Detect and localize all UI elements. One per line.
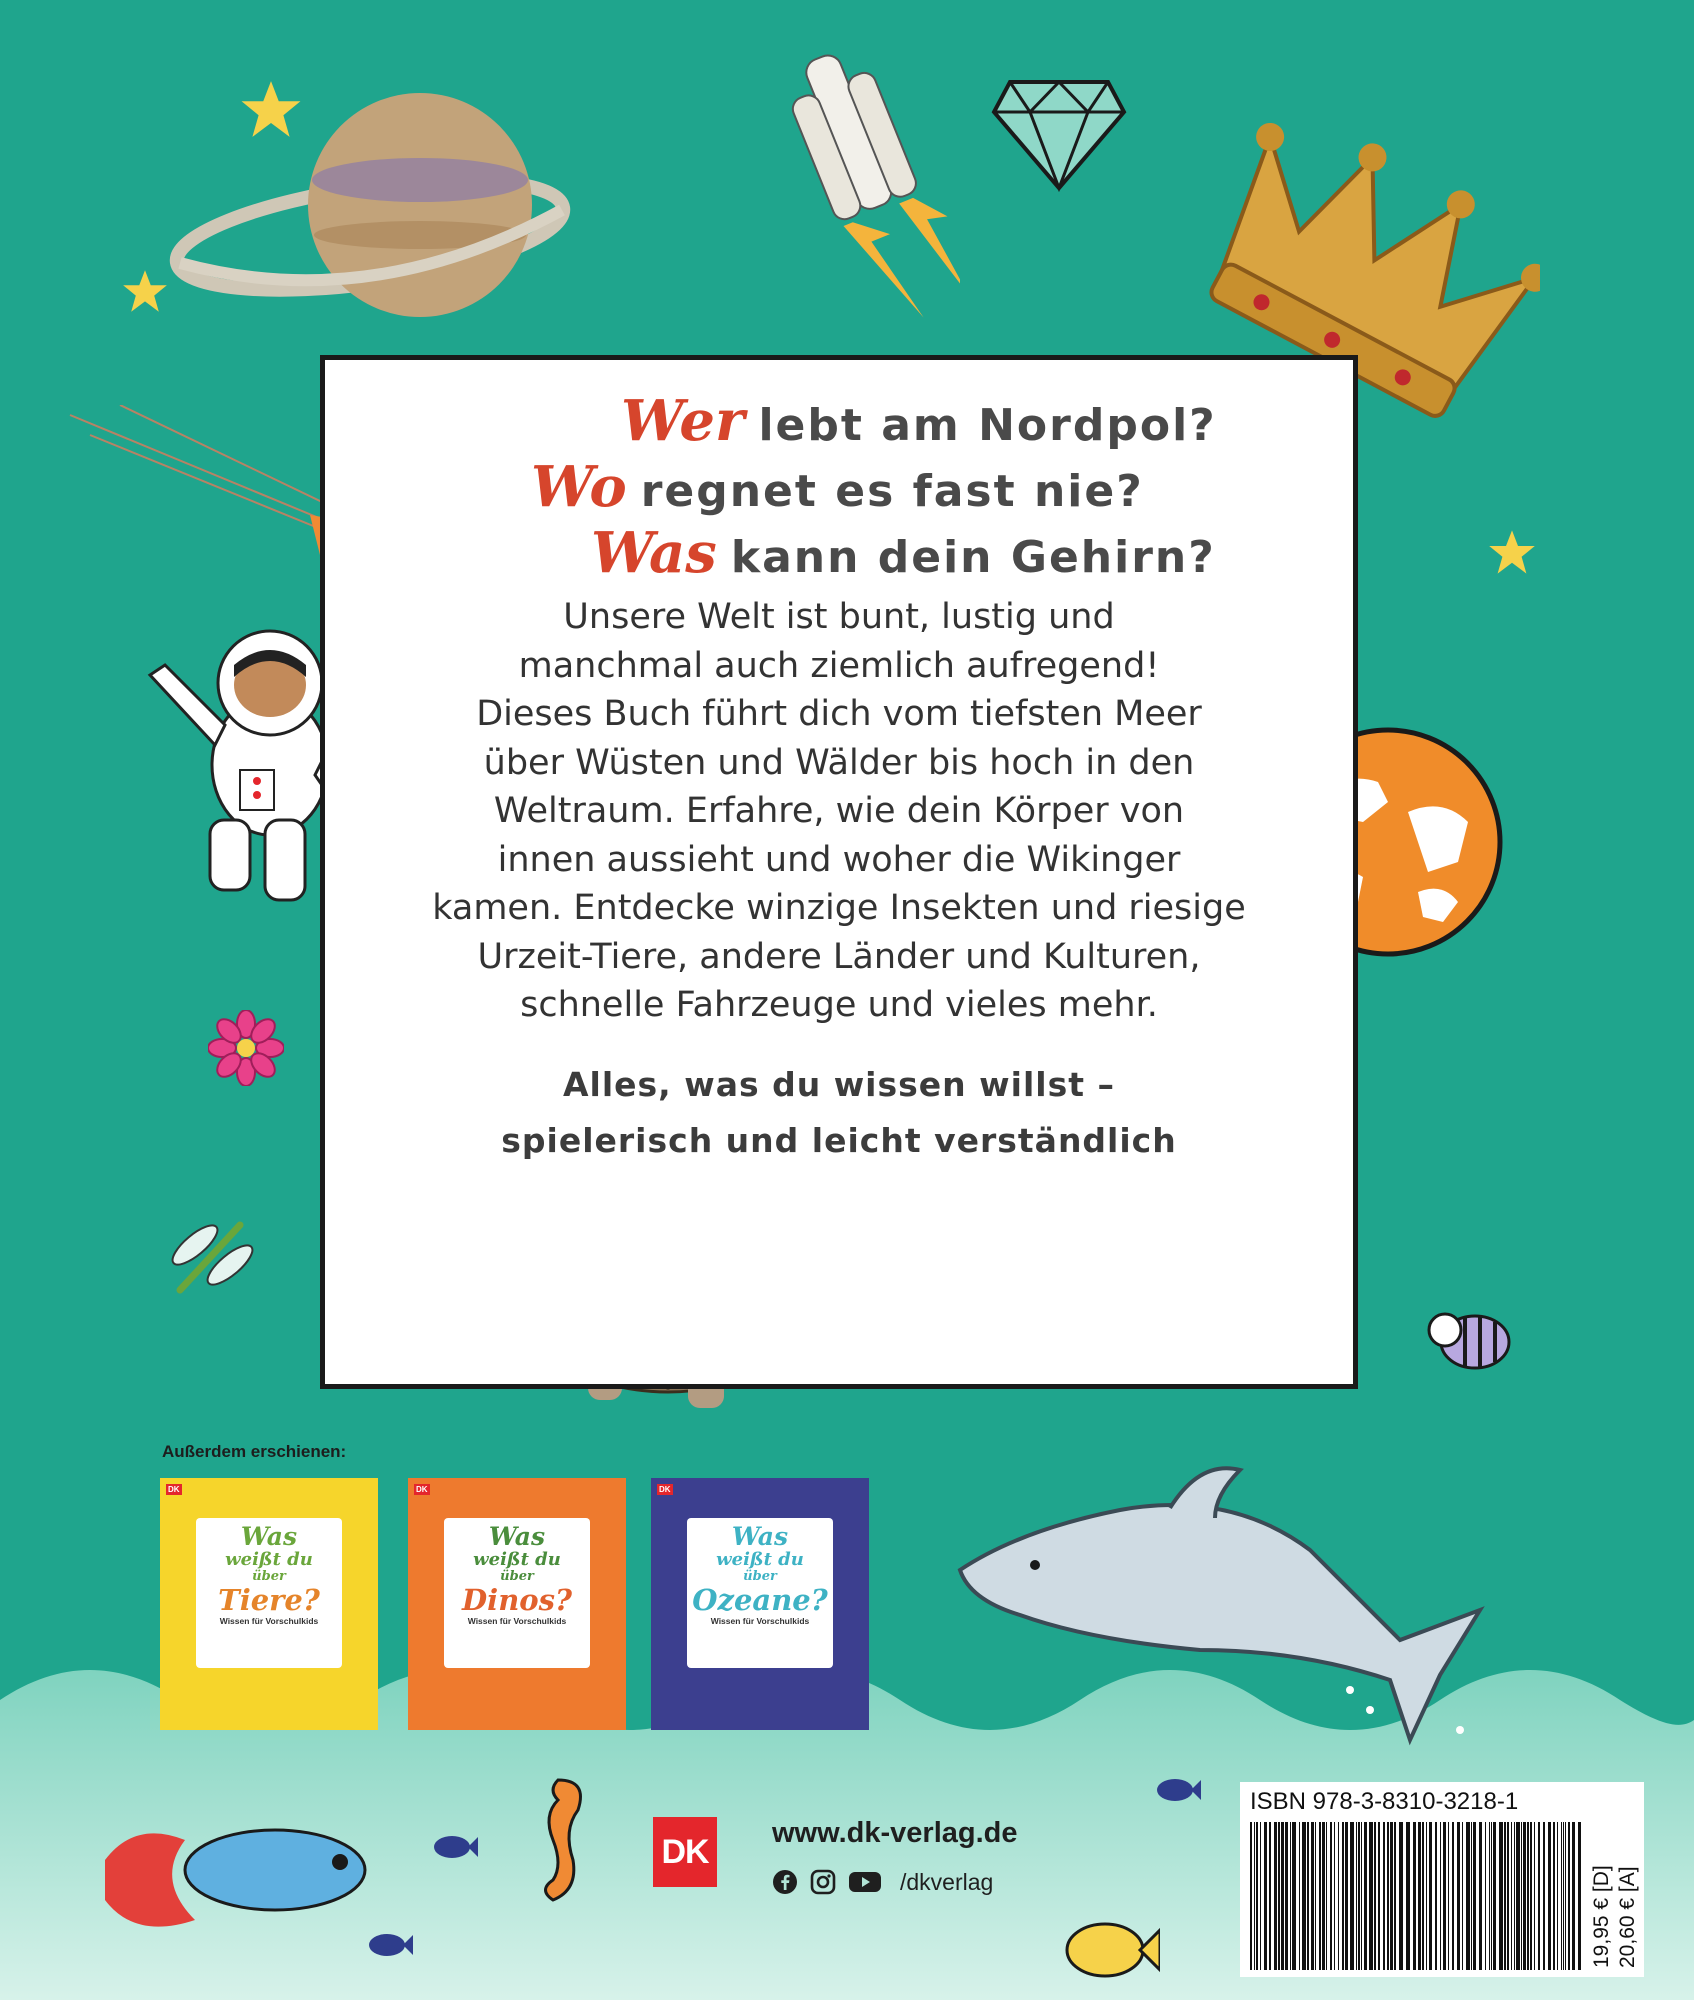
barcode-bar (1565, 1822, 1566, 1970)
barcode-bar (1443, 1822, 1446, 1970)
facebook-icon[interactable] (772, 1869, 798, 1895)
barcode-bar (1435, 1822, 1437, 1970)
question-text: lebt am Nordpol? (758, 400, 1217, 451)
question-line (621, 388, 1217, 454)
book-title-subject: Dinos? (462, 1583, 572, 1617)
star-icon (240, 78, 302, 140)
barcode-bar (1378, 1822, 1380, 1970)
barcode-bar (1479, 1822, 1482, 1970)
barcode-bar (1422, 1822, 1424, 1970)
barcode-bar (1322, 1822, 1325, 1970)
blurb-line: kamen. Entdecke winzige Insekten und riesige (432, 888, 1246, 928)
barcode-bar (1499, 1822, 1503, 1970)
barcode-bar (1299, 1822, 1300, 1970)
book-title-line: weißt du (225, 1549, 313, 1570)
barcode-bar (1457, 1822, 1460, 1970)
book-title-box (444, 1518, 590, 1668)
barcode-bar (1387, 1822, 1389, 1970)
dk-logo: DK (653, 1817, 717, 1887)
book-cover-thumbnail (408, 1478, 626, 1730)
question-word: Wo (531, 454, 627, 520)
seahorse-icon (518, 1770, 598, 1910)
barcode-bar (1302, 1822, 1306, 1970)
book-subtitle: Wissen für Vorschulkids (710, 1616, 810, 1626)
dolphin-icon (940, 1440, 1500, 1770)
blurb-line: Dieses Buch führt dich vom tiefsten Meer (476, 694, 1202, 734)
barcode-bar (1462, 1822, 1463, 1970)
barcode-bar (1516, 1822, 1520, 1970)
barcode-bar (1568, 1822, 1570, 1970)
barcode-bar (1578, 1822, 1581, 1970)
barcode-bar (1356, 1822, 1357, 1970)
barcode-bar (1418, 1822, 1421, 1970)
barcode-bar (1406, 1822, 1410, 1970)
barcode-bar (1256, 1822, 1258, 1970)
barcode-bar (1448, 1822, 1449, 1970)
barcode-bar (1330, 1822, 1332, 1970)
barcode-bar (1390, 1822, 1393, 1970)
blurb-line: Weltraum. Erfahre, wie dein Körper von (493, 791, 1185, 831)
barcode-bar (1413, 1822, 1416, 1970)
dk-badge: DK (416, 1485, 428, 1494)
barcode-bar (1553, 1822, 1555, 1970)
barcode-bar (1338, 1822, 1339, 1970)
barcode-bar (1471, 1822, 1472, 1970)
small-fish-icon (432, 1832, 478, 1862)
barcode-bar (1254, 1822, 1255, 1970)
dk-badge: DK (168, 1485, 180, 1494)
barcode-bar (1521, 1822, 1522, 1970)
barcode-bar (1345, 1822, 1348, 1970)
blurb-text (385, 593, 1293, 1030)
barcode-bar (1557, 1822, 1558, 1970)
barcode-bar (1274, 1822, 1277, 1970)
barcode-bar (1383, 1822, 1385, 1970)
barcode-bar (1260, 1822, 1261, 1970)
barcode-bar (1511, 1822, 1512, 1970)
barcode-bar (1485, 1822, 1486, 1970)
barcode-bar (1311, 1822, 1314, 1970)
barcode-bar (1281, 1822, 1284, 1970)
barcode-bar (1350, 1822, 1354, 1970)
blurb-line: Urzeit-Tiere, andere Länder und Kulturen, (477, 936, 1201, 977)
barcode-bar (1358, 1822, 1360, 1970)
barcode-bar (1361, 1822, 1362, 1970)
blurb-line: über Wüsten und Wälder bis hoch in den (483, 742, 1195, 783)
dragonfly-icon (160, 1210, 260, 1300)
youtube-icon[interactable] (848, 1869, 882, 1895)
price-austria: 20,60 € [A] (1616, 1866, 1639, 1968)
barcode-bar (1429, 1822, 1432, 1970)
barcode (1250, 1822, 1582, 1970)
book-title-line: Was (240, 1522, 298, 1551)
barcode-bar (1264, 1822, 1267, 1970)
social-links (772, 1868, 993, 1896)
book-title-line: über (500, 1569, 534, 1584)
blurb-line: innen aussieht und woher die Wikinger (497, 839, 1181, 880)
book-cover-thumbnail (160, 1478, 378, 1730)
barcode-bar (1572, 1822, 1575, 1970)
barcode-bar (1523, 1822, 1526, 1970)
barcode-bar (1369, 1822, 1373, 1970)
barcode-bar (1374, 1822, 1376, 1970)
small-fish-icon (367, 1930, 413, 1960)
isbn-barcode-box (1240, 1782, 1644, 1977)
small-fish-icon (1155, 1775, 1201, 1805)
barcode-bar (1285, 1822, 1288, 1970)
fish-icon (1060, 1915, 1160, 1985)
book-cover-thumbnail (651, 1478, 869, 1730)
barcode-bar (1548, 1822, 1551, 1970)
barcode-bar (1342, 1822, 1344, 1970)
book-title-box (687, 1518, 833, 1668)
book-title-line: weißt du (473, 1549, 561, 1570)
barcode-bar (1426, 1822, 1427, 1970)
barcode-bar (1290, 1822, 1291, 1970)
barcode-bar (1307, 1822, 1309, 1970)
book-title-subject: Tiere? (218, 1583, 320, 1617)
blurb-line: Unsere Welt ist bunt, lustig und (563, 597, 1115, 637)
barcode-bar (1394, 1822, 1396, 1970)
barcode-bar (1364, 1822, 1367, 1970)
barcode-bar (1466, 1822, 1470, 1970)
tagline-line: Alles, was du wissen willst – (563, 1065, 1115, 1104)
barcode-bar (1561, 1822, 1562, 1970)
question-line (531, 454, 1144, 520)
book-title-line: über (743, 1569, 777, 1584)
book-title-line: über (252, 1569, 286, 1584)
question-line (591, 520, 1216, 586)
price-germany: 19,95 € [D] (1590, 1865, 1613, 1968)
instagram-icon[interactable] (810, 1869, 836, 1895)
question-word: Wer (621, 388, 745, 454)
barcode-bar (1292, 1822, 1296, 1970)
guppy-fish-icon (95, 1800, 375, 1950)
barcode-bar (1514, 1822, 1515, 1970)
book-title-line: Was (488, 1522, 546, 1551)
barcode-bar (1489, 1822, 1490, 1970)
barcode-bar (1507, 1822, 1509, 1970)
blurb-line: schnelle Fahrzeuge und vieles mehr. (520, 985, 1158, 1025)
barcode-bar (1473, 1822, 1476, 1970)
tagline-line: spielerisch und leicht verständlich (501, 1121, 1177, 1160)
barcode-bar (1269, 1822, 1271, 1970)
barcode-bar (1491, 1822, 1492, 1970)
book-title-subject: Ozeane? (692, 1583, 828, 1617)
website-link[interactable]: www.dk-verlag.de (772, 1817, 1018, 1849)
question-text: kann dein Gehirn? (730, 532, 1216, 583)
tagline (365, 1057, 1313, 1169)
barcode-bar (1493, 1822, 1496, 1970)
barcode-bar (1504, 1822, 1506, 1970)
dk-badge: DK (659, 1485, 671, 1494)
isbn-number: ISBN 978-3-8310-3218-1 (1250, 1788, 1519, 1815)
barcode-bar (1534, 1822, 1535, 1970)
barcode-bar (1538, 1822, 1540, 1970)
barcode-bar (1563, 1822, 1564, 1970)
book-subtitle: Wissen für Vorschulkids (467, 1616, 567, 1626)
barcode-bar (1250, 1822, 1252, 1970)
also-published-label: Außerdem erschienen: (162, 1442, 347, 1461)
star-icon (1488, 528, 1536, 576)
barcode-bar (1334, 1822, 1335, 1970)
book-subtitle: Wissen für Vorschulkids (219, 1616, 319, 1626)
barcode-bar (1452, 1822, 1454, 1970)
question-text: regnet es fast nie? (640, 466, 1144, 517)
saturn-icon (160, 85, 580, 335)
barcode-bar (1278, 1822, 1280, 1970)
book-title-line: weißt du (716, 1549, 804, 1570)
star-icon (122, 268, 168, 314)
barcode-bar (1530, 1822, 1532, 1970)
book-title-line: Was (731, 1522, 789, 1551)
barcode-bar (1326, 1822, 1327, 1970)
blurb-line: manchmal auch ziemlich aufregend! (518, 645, 1160, 686)
rocket-icon (760, 40, 960, 340)
barcode-bar (1315, 1822, 1316, 1970)
book-title-box (196, 1518, 342, 1668)
barcode-bar (1399, 1822, 1403, 1970)
social-handle: /dkverlag (900, 1868, 994, 1895)
barcode-bar (1543, 1822, 1545, 1970)
diamond-icon (990, 62, 1128, 192)
flower-icon (208, 1010, 284, 1086)
question-word: Was (591, 520, 717, 586)
blurb-panel (320, 355, 1358, 1389)
bee-icon (1425, 1300, 1515, 1375)
barcode-bar (1527, 1822, 1529, 1970)
barcode-bar (1319, 1822, 1321, 1970)
barcode-bar (1440, 1822, 1441, 1970)
